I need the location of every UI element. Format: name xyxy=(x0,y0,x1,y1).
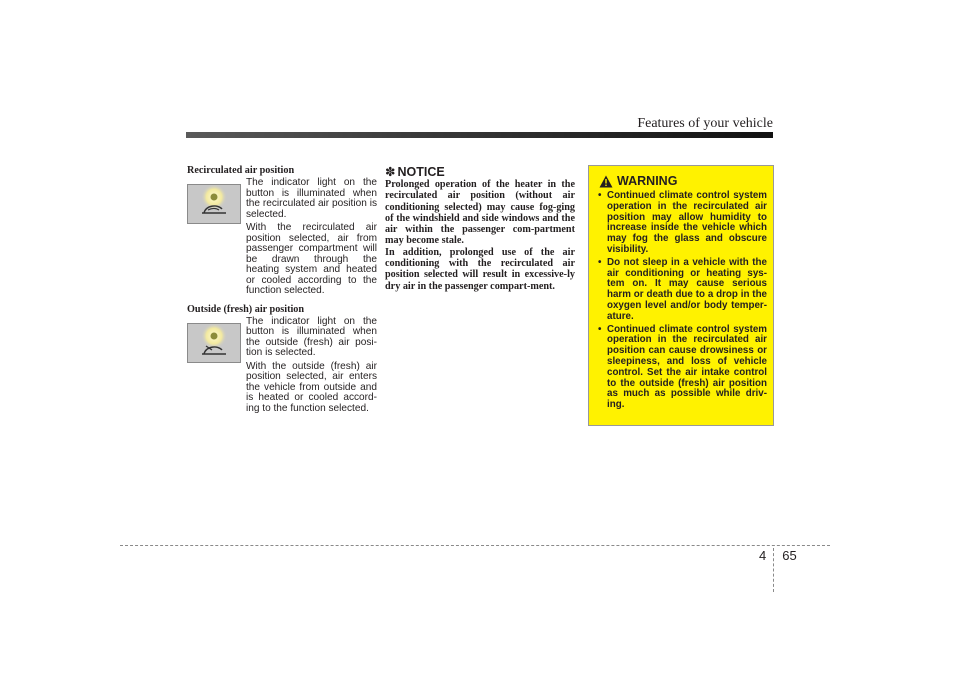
bullet-icon: • xyxy=(598,190,602,201)
notice-section xyxy=(385,165,575,292)
recirculated-air-text-2: With the recirculated air position selected, air from passenger compartment will be drawn through the heating system and heated or cooled according to the function selected. xyxy=(246,222,377,296)
warning-item xyxy=(598,325,767,411)
outside-air-text-1: The indicator light on the button is illuminated when the outside (fresh) air posi-tion is selected. xyxy=(246,315,377,358)
bullet-icon: • xyxy=(598,323,602,335)
recirculated-air-heading: Recirculated air position xyxy=(187,165,295,176)
left-column xyxy=(187,165,377,414)
warning-item-text: Continued climate control system operation in the recirculated air position can cause drowsiness or sleepiness, and loss of vehicle control. Set the air intake control to the outside (fresh) air position as much as possible while driv-ing. xyxy=(607,323,767,411)
warning-item-text: Do not sleep in a vehicle with the air conditioning or heating sys-tem on. It may cause serious harm or death due to a drop in the oxygen level and/or body temper-ature. xyxy=(607,256,767,322)
recirculated-air-button-icon xyxy=(187,184,241,224)
page-header-title: Features of your vehicle xyxy=(637,116,773,131)
notice-title xyxy=(385,165,575,179)
warning-box xyxy=(588,165,774,426)
warning-title-text: WARNING xyxy=(617,174,678,188)
notice-title-text: NOTICE xyxy=(397,165,445,179)
warning-item xyxy=(598,191,767,256)
recirculated-air-item xyxy=(187,178,377,297)
page-number xyxy=(759,548,797,563)
bullet-icon: • xyxy=(598,256,602,268)
notice-symbol-icon: ✽ xyxy=(385,165,396,179)
warning-triangle-icon xyxy=(599,175,613,188)
outside-air-heading: Outside (fresh) air position xyxy=(187,303,305,315)
notice-text-2: In addition, prolonged use of the air conditioning with the recirculated air position selected will result in excessive-ly dry air in the passenger compart-ment. xyxy=(385,246,575,292)
chapter-number: 4 xyxy=(759,548,767,563)
footer-rule xyxy=(120,545,830,546)
warning-list xyxy=(598,191,767,411)
notice-text-1: Prolonged operation of the heater in the recirculated air position (without air conditioning selected) may cause fog-ging of the windshield and side windows and the air within the passenger com-partment may become stale. xyxy=(385,179,575,247)
header-rule xyxy=(186,132,773,138)
outside-air-text-2: With the outside (fresh) air position selected, air enters the vehicle from outside and is heated or cooled accord-ing to the function selected. xyxy=(246,360,377,414)
warning-item xyxy=(598,258,767,323)
outside-air-button-icon xyxy=(187,323,241,363)
outside-air-item xyxy=(187,317,377,415)
recirculated-air-text-1: The indicator light on the button is illuminated when the recirculated air position is selected. xyxy=(246,177,377,220)
warning-item-text: Continued climate control system operation in the recirculated air position may allow humidity to increase inside the vehicle which may fog the glass and obscure visibility. xyxy=(607,190,767,255)
warning-title xyxy=(599,174,767,189)
page-num: 65 xyxy=(782,548,797,563)
